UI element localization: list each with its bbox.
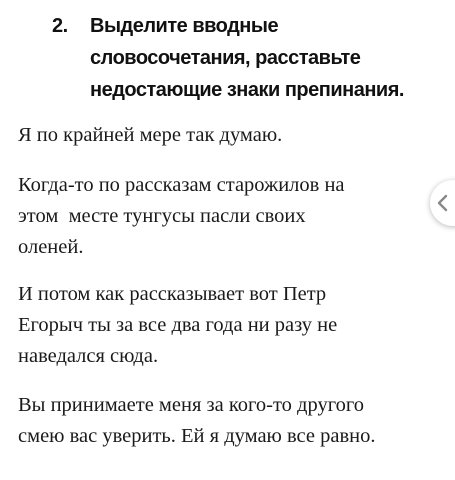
task-heading (52, 10, 432, 106)
sentence-paragraph-1 (18, 120, 438, 151)
chevron-left-icon (436, 194, 450, 212)
sentence-line: наведался сюда. (18, 345, 159, 367)
sentence-paragraph-3 (18, 279, 438, 372)
sentence-line: Я по крайней мере так думаю. (18, 124, 283, 146)
sentence-paragraph-4 (18, 390, 438, 452)
sentence-paragraph-2 (18, 170, 438, 263)
sentence-line: Вы принимаете меня за кого-то другого (18, 394, 364, 416)
sentence-line: этом месте тунгусы пасли своих (18, 205, 306, 227)
task-line-1: Выделите вводные (90, 15, 279, 37)
task-number: 2. (52, 15, 68, 37)
sentence-line: Егорыч ты за все два года ни разу не (18, 314, 338, 336)
task-line-3: недостающие знаки препинания. (90, 79, 404, 101)
sentence-line: смею вас уверить. Ей я думаю все равно. (18, 425, 376, 447)
sentence-line: И потом как рассказывает вот Петр (18, 283, 327, 305)
task-line-2: словосочетания, расставьте (90, 47, 361, 69)
sentence-line: Когда-то по рассказам старожилов на (18, 174, 345, 196)
sentence-line: оленей. (18, 236, 84, 258)
